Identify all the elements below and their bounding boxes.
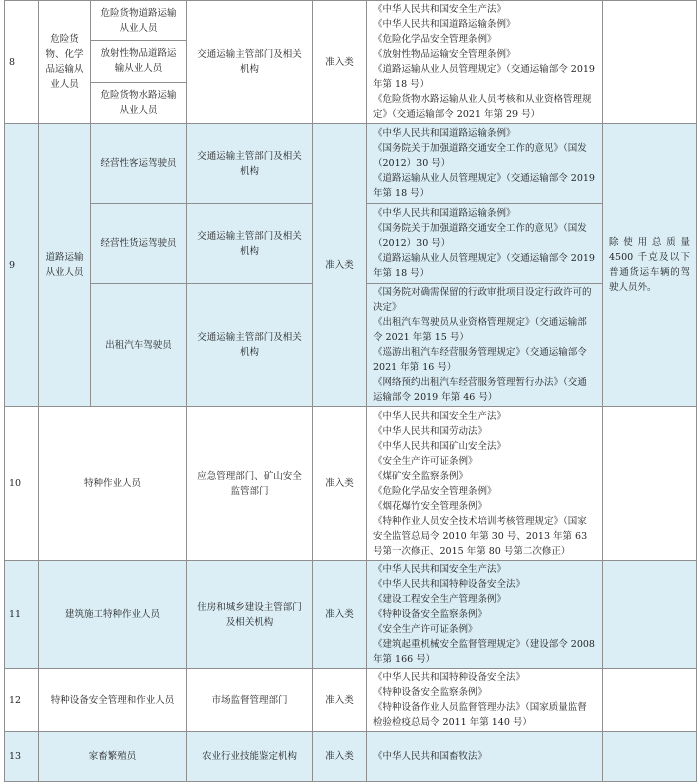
law-item: 《特种设备安全监察条例》 xyxy=(373,609,488,620)
law-item: 《国务院对确需保留的行政审批项目设定行政许可的决定》 xyxy=(373,287,592,313)
law-item: 《中华人民共和国劳动法》 xyxy=(373,425,488,437)
note-cell: 除使用总质量 4500 千克及以下普通货运车辆的驾驶人员外。 xyxy=(603,124,697,407)
category-cell: 建筑施工特种作业人员 xyxy=(39,561,187,669)
law-item: 《中华人民共和国安全生产法》 xyxy=(373,4,507,15)
type-cell: 准入类 xyxy=(313,124,367,407)
laws-cell xyxy=(367,284,603,407)
laws-cell xyxy=(367,669,603,732)
law-item: 《危险化学品安全管理条例》 xyxy=(373,485,497,497)
type-cell: 准入类 xyxy=(313,561,367,669)
subcategory-cell: 经营性货运驾驶员 xyxy=(91,204,187,284)
law-item: 《放射性物品运输安全管理条例》 xyxy=(373,49,516,60)
row-number: 13 xyxy=(5,732,39,782)
law-item: 《中华人民共和国道路运输条例》 xyxy=(373,208,516,219)
law-item: 《特种作业人员安全技术培训考核管理规定》（国家安全监管总局令 2010 年第 30 号、2013 年第 63 号第一次修正、2015 年第 80 号第二次修正） xyxy=(373,515,588,557)
department-cell: 市场监督管理部门 xyxy=(187,669,313,732)
row-number: 8 xyxy=(5,1,39,124)
law-item: 《中华人民共和国畜牧法》 xyxy=(373,751,488,762)
table-row-13 xyxy=(5,732,697,782)
law-item: 《道路运输从业人员管理规定》（交通运输部令 2019 年第 18 号） xyxy=(373,173,595,199)
table-row-9 xyxy=(5,124,697,204)
department-cell: 住房和城乡建设主管部门及相关机构 xyxy=(187,561,313,669)
law-item: 《建筑起重机械安全监督管理规定》（建设部令 2008 年第 166 号） xyxy=(373,639,595,665)
law-item: 《中华人民共和国特种设备安全法》 xyxy=(373,579,526,590)
laws-cell xyxy=(367,732,603,782)
row-number: 12 xyxy=(5,669,39,732)
department-cell: 应急管理部门、矿山安全监管部门 xyxy=(187,407,313,561)
laws-cell xyxy=(367,1,603,124)
law-item: 《中华人民共和国安全生产法》 xyxy=(373,564,507,575)
department-cell: 交通运输主管部门及相关机构 xyxy=(187,204,313,284)
row-number: 10 xyxy=(5,407,39,561)
law-item: 《中华人民共和国道路运输条例》 xyxy=(373,128,516,139)
department-cell: 农业行业技能鉴定机构 xyxy=(187,732,313,782)
category-cell: 家畜繁殖员 xyxy=(39,732,187,782)
subcategory-cell: 经营性客运驾驶员 xyxy=(91,124,187,204)
laws-cell xyxy=(367,124,603,204)
subcategory-cell: 放射性物品道路运输从业人员 xyxy=(91,41,187,82)
law-item: 《巡游出租汽车经营服务管理规定》（交通运输部令 2021 年第 16 号） xyxy=(373,347,587,373)
table-row-12 xyxy=(5,669,697,732)
department-cell: 交通运输主管部门及相关机构 xyxy=(187,284,313,407)
category-cell: 特种作业人员 xyxy=(39,407,187,561)
law-item: 《中华人民共和国特种设备安全法》 xyxy=(373,672,526,683)
type-cell: 准入类 xyxy=(313,407,367,561)
law-item: 《中华人民共和国道路运输条例》 xyxy=(373,19,516,30)
law-item: 《中华人民共和国安全生产法》 xyxy=(373,410,507,422)
type-cell: 准入类 xyxy=(313,732,367,782)
note-cell xyxy=(603,561,697,669)
note-cell xyxy=(603,407,697,561)
subcategory-cell: 危险货物水路运输从业人员 xyxy=(91,82,187,123)
law-item: 《道路运输从业人员管理规定》（交通运输部令 2019 年第 18 号） xyxy=(373,64,595,90)
law-item: 《安全生产许可证条例》 xyxy=(373,455,478,467)
type-cell: 准入类 xyxy=(313,1,367,124)
law-item: 《烟花爆竹安全管理条例》 xyxy=(373,500,488,512)
department-cell: 交通运输主管部门及相关机构 xyxy=(187,124,313,204)
table-row-8 xyxy=(5,1,697,41)
table-row-11 xyxy=(5,561,697,669)
subcategory-cell: 出租汽车驾驶员 xyxy=(91,284,187,407)
department-cell: 交通运输主管部门及相关机构 xyxy=(187,1,313,124)
law-item: 《建设工程安全生产管理条例》 xyxy=(373,594,507,605)
subcategory-cell: 危险货物道路运输从业人员 xyxy=(91,1,187,41)
category-cell: 危险货物、化学品运输从业人员 xyxy=(39,1,91,124)
law-item: 《国务院关于加强道路交通安全工作的意见》（国发（2012）30 号） xyxy=(373,223,587,249)
law-item: 《煤矿安全监察条例》 xyxy=(373,470,469,482)
type-cell: 准入类 xyxy=(313,669,367,732)
qualification-table xyxy=(4,0,697,782)
laws-cell xyxy=(367,407,603,561)
law-item: 《网络预约出租汽车经营服务管理暂行办法》（交通运输部令 2019 年第 46 号） xyxy=(373,377,587,403)
table-row-10 xyxy=(5,407,697,561)
note-cell xyxy=(603,1,697,124)
row-number: 9 xyxy=(5,124,39,407)
law-item: 《安全生产许可证条例》 xyxy=(373,624,478,635)
category-cell: 道路运输从业人员 xyxy=(39,124,91,407)
note-cell xyxy=(603,669,697,732)
law-item: 《出租汽车驾驶员从业资格管理规定》（交通运输部令 2021 年第 15 号） xyxy=(373,317,587,343)
note-cell xyxy=(603,732,697,782)
law-item: 《中华人民共和国矿山安全法》 xyxy=(373,440,507,452)
law-item: 《特种设备安全监察条例》 xyxy=(373,687,488,698)
laws-cell xyxy=(367,204,603,284)
law-item: 《危险货物水路运输从业人员考核和从业资格管理规定》（交通运输部令 2021 年第 29 号） xyxy=(373,94,592,120)
laws-cell xyxy=(367,561,603,669)
law-item: 《特种设备作业人员监督管理办法》（国家质量监督检验检疫总局令 2011 年第 140 号） xyxy=(373,702,587,728)
category-cell: 特种设备安全管理和作业人员 xyxy=(39,669,187,732)
law-item: 《国务院关于加强道路交通安全工作的意见》（国发（2012）30 号） xyxy=(373,143,587,169)
law-item: 《危险化学品安全管理条例》 xyxy=(373,34,497,45)
law-item: 《道路运输从业人员管理规定》（交通运输部令 2019 年第 18 号） xyxy=(373,253,595,279)
row-number: 11 xyxy=(5,561,39,669)
